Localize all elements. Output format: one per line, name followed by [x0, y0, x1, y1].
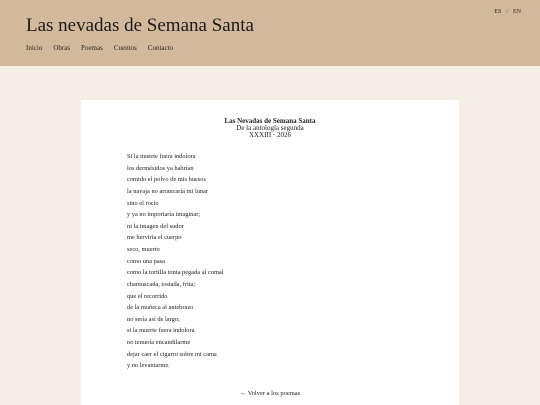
poem-line: si la muerte fuera indolora [127, 327, 195, 335]
site-header [0, 0, 540, 66]
poem-line: la navaja no arrancaría mi lunar [127, 187, 209, 195]
lang-es-link[interactable]: ES [494, 9, 502, 15]
poem-card [81, 100, 459, 405]
poem-line: me herviría el cuerpo [127, 234, 182, 242]
poem-line: y ya no importaría imaginar; [127, 211, 201, 219]
poem-line: sino el rocío [127, 199, 159, 207]
site-title[interactable]: Las nevadas de Semana Santa [26, 15, 254, 36]
poem-line: ni la imagen del sudor [127, 222, 184, 230]
poem-subtitle: De la antología segunda [236, 124, 304, 132]
lang-en-link[interactable]: EN [513, 9, 521, 15]
poem-line: seco, muerto [127, 246, 160, 253]
poem-line: y no levantarme. [127, 362, 170, 370]
lang-separator: / [506, 9, 508, 15]
poem-body [127, 151, 224, 372]
nav-item-poemas[interactable]: Poemas [81, 44, 103, 52]
poem-line: comido el polvo de mis huesos [127, 176, 206, 184]
back-to-poems-link[interactable]: ← Volver a los poemas [239, 390, 301, 397]
main-nav [26, 44, 173, 52]
poem-line: chamuscada, tostada, frita; [127, 280, 196, 288]
poem-number: XXXIII · 2026 [249, 131, 291, 139]
poem-line: de la muñeca al antebrazo [127, 304, 194, 312]
nav-item-obras[interactable]: Obras [53, 44, 71, 52]
poem-title: Las Nevadas de Semana Santa [224, 117, 316, 125]
poem-line: no temería encandilarme [127, 339, 191, 346]
poem-line: que el recorrido [127, 292, 168, 300]
poem-line: Si la muerte fuera indolora [127, 153, 196, 160]
nav-item-inicio[interactable]: Inicio [26, 44, 43, 52]
poem-line: como la tortilla tonta pegada al comal [127, 269, 224, 277]
poem-line: no sería así de largo; [127, 315, 180, 323]
nav-item-contacto[interactable]: Contacto [147, 44, 174, 52]
language-switcher [494, 9, 521, 15]
poem-line: los dermésidos ya habrían [127, 164, 194, 172]
poem-line: dejar caer el cigarro sobre mi cama [127, 350, 217, 358]
poem-heading [81, 118, 459, 139]
poem-line: como una pasa [127, 257, 165, 265]
nav-item-cuentos[interactable]: Cuentos [113, 44, 137, 52]
